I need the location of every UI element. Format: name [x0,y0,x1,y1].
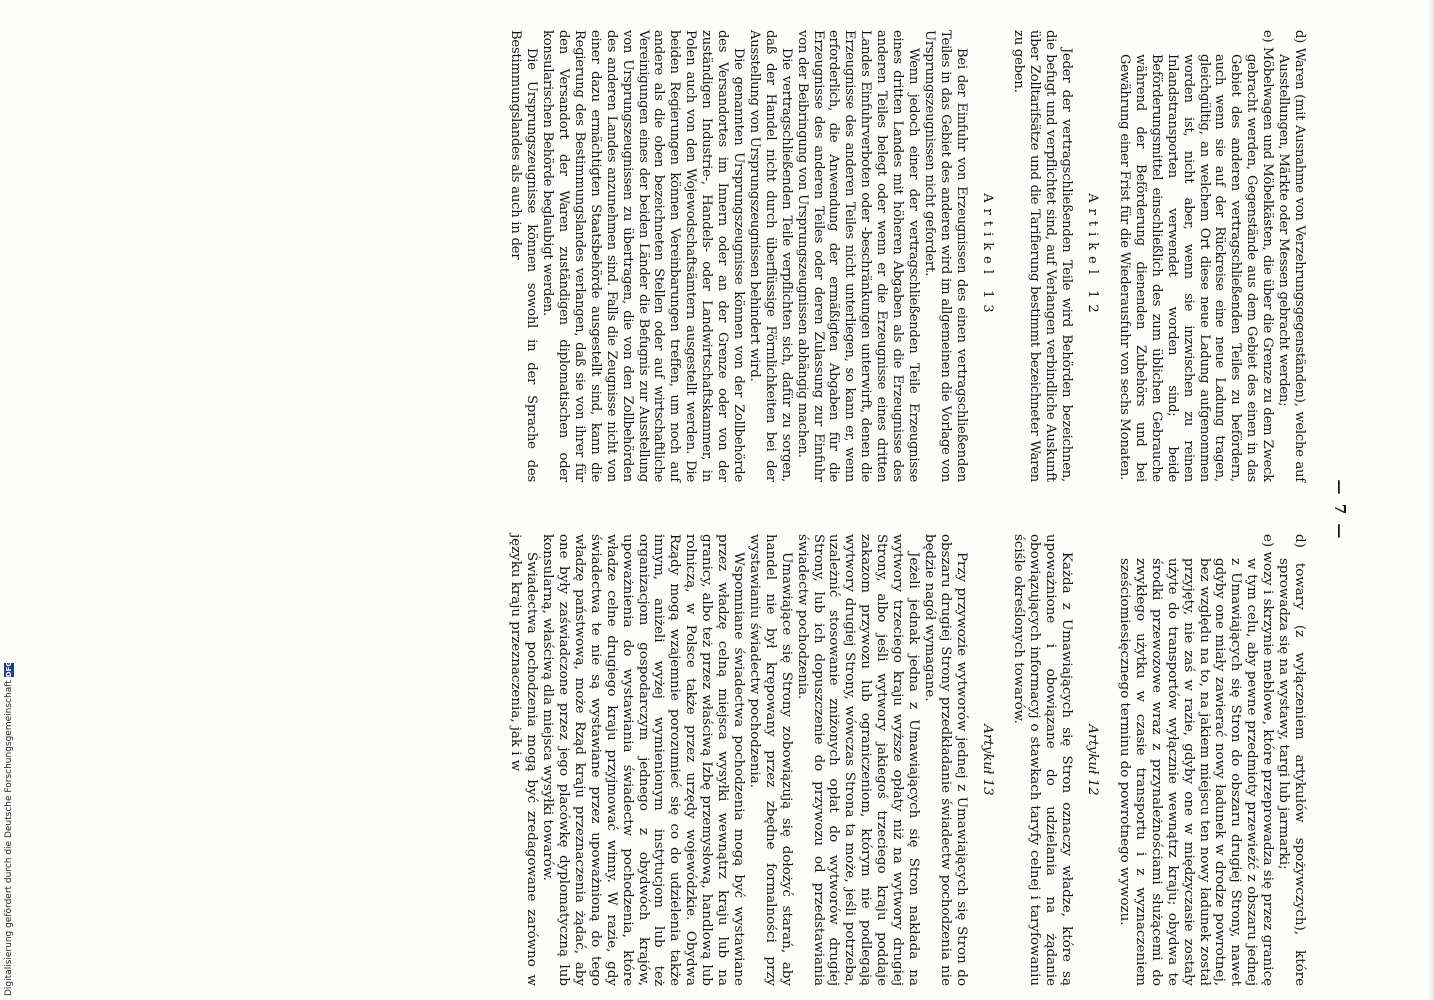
german-column [507,30,1307,482]
paragraph: Wspomniane świadectwa pochodzenia mogą być wystawiane przez władzę celną miejsca wysyłki wewnątrz kraju lub na granicy, albo też przez właściwą Izbę przemysłową, handlową lub rolniczą, w Polsce także przez urzędy wojewódzkie. Obydwa Rządy mogą wzajemnie porozumieć się co do udzielenia także innym, aniżeli wyżej wymienionym instytucjom lub też organizacjom gospodarczym jednego z obydwóch krajów, upoważnienia do wystawiania świadectw pochodzenia, które władze celne drugiego kraju przyjmować winny. W razie, gdy świadectwa te nie są wystawiane przez upoważnioną do tego władzę państwową, może Rząd kraju przeznaczenia żądać, aby one były zaświadczone przez jego placówkę dyplomatyczną lub konsularną, właściwą dla miejsca wysyłki towarów. [540,534,746,986]
paragraph: Jeder der vertragschließenden Teile wird Behörden bezeichnen, die befugt und verpflichtet sind, auf Verlangen verbindliche Auskunft über Zolltarifsätze und die Tarifierung bestimmt bezeichneter Waren zu geben. [1011,30,1075,482]
paragraph: Umawiające się Strony zobowiązują się dołożyć starań, aby handel nie był krępowany przez zbędne formalności przy wystawianiu świadectw pochodzenia. [746,534,794,986]
list-item: e) wozy i skrzynie meblowe, które przeprowadza się przez granicę w tym celu, aby pewne przedmioty przewieźć z obszaru jednej z Umawiających się Stron do obszaru drugiej Strony, nawet gdyby one miały zawierać nowy ładunek w drodze powrotnej, bez względu na to, na jakiem miejscu ten nowy ładunek został przyjęty, nie zaś w razie, gdyby one w międzyczasie zostały użyte do transportów wyłącznie wewnątrz kraju; obydwa te środki przewozowe wraz z przynależnościami służącemi do zwykłego użytku w czasie transportu i z wyznaczeniem sześciomiesięcznego terminu do powrotnego wywozu. [1117,534,1276,986]
paragraph: Die genannten Ursprungszeugnisse können von der Zollbehörde des Versandortes im Innern oder an der Grenze oder von der zuständigen Industrie-, Handels- oder Landwirtschaftskammer, in Polen auch von den Wojewodschaftsämtern ausgestellt werden. Die beiden Regierungen können Vereinbarungen treffen, um noch auf andere als die oben bezeichneten Stellen oder auf wirtschaftliche Vereinigungen eines der beiden Länder die Befugnis zur Ausstellung von Ursprungszeugnissen zu übertragen, die von den Zollbehörden des anderen Landes anzunehmen sind. Falls die Zeugnisse nicht von einer dazu ermächtigten Staatsbehörde ausgestellt sind, kann die Regierung des Bestimmungslandes verlangen, daß sie von ihrer für den Versandort der Waren zuständigen diplomatischen oder konsularischen Behörde beglaubigt werden. [540,30,746,482]
rotated-page [175,20,1365,1000]
polish-column [507,534,1307,986]
article-13-title-pl: Artykuł 13 [979,724,995,796]
paragraph: Die Ursprungszeugnisse können sowohl in der Sprache des Bestimmungslandes als auch in der [508,30,540,482]
paragraph: Przy przywozie wytworów jednej z Umawiających się Stron do obszaru drugiej Strony przedkładanie świadectw pochodzenia nie będzie nagół wymagane. [921,534,969,986]
article-13-title-de: Artikel 13 [979,193,995,319]
paragraph: Jeżeli jednak jedna z Umawiających się Stron nakłada na wytwory trzeciego kraju wyższe opłaty niż na wytwory drugiej Strony, albo jeśli wytwory jakiegoś trzeciego kraju poddaje zakazom przywozu lub ograniczeniom, którym nie podlegają wytwory drugiej Strony, wówczas Strona ta może, jeśli potrzeba, uzależnić stosowanie zniżonych opłat do wytworów drugiej Strony, lub ich dopuszczenie do przywozu od przedstawiania świadectw pochodzenia. [794,534,921,986]
digitization-credit [4,660,14,996]
page-number: — 7 — [1331,479,1349,541]
list-item: d) Waren (mit Ausnahme von Verzehrungsgegenständen), welche auf Ausstellungen, Märkte oder Messen gebracht werden; [1276,30,1307,483]
paragraph: Wenn jedoch einer der vertragschließenden Teile Erzeugnisse eines dritten Landes mit höheren Abgaben als die Erzeugnisse des anderen Teiles belegt oder wenn er die Erzeugnisse eines dritten Landes Einfuhrverboten oder -beschränkungen unterwirft, denen die Erzeugnisse des anderen Teiles nicht unterliegen, so kann er, wenn erforderlich, die Anwendung der ermäßigten Abgaben für die Erzeugnisse des anderen Teiles oder deren Zulassung zur Einfuhr von der Beibringung von Ursprungszeugnissen abhängig machen. [794,30,921,482]
list-item: e) Möbelwagen und Möbelkästen, die über die Grenze zu dem Zweck gebracht werden, Gegenstände aus dem Gebiet des einen in das Gebiet des anderen vertragschließenden Teiles zu befördern, auch wenn sie auf der Rückreise eine neue Ladung tragen, gleichgültig, an welchem Ort diese neue Ladung aufgenommen worden ist, nicht aber, wenn sie inzwischen zu reinen Inlandstransporten verwendet worden sind; beide Beförderungsmittel einschließlich des zum üblichen Gebrauche während der Beförderung dienenden Zubehörs und bei Gewährung einer Frist für die Wiederausfuhr von sechs Monaten. [1117,30,1276,482]
article-12-title-de: Artikel 12 [1085,193,1101,319]
dfg-logo-icon: DFG [5,660,13,678]
credit-text: Digitalisierung gefördert durch die Deutsche Forschungsgemeinschaft [4,680,14,996]
list-item: d) towary (z wyłączeniem artykułów spożywczych), które sprowadza się na wystawy, targi lub jarmarki; [1276,534,1307,987]
article-12-title-pl: Artykuł 12 [1085,724,1101,796]
paragraph: Die vertragschließenden Teile verpflichten sich, dafür zu sorgen, daß der Handel nicht durch überflüssige Förmlichkeiten bei der Ausstellung von Ursprungszeugnissen behindert wird. [746,30,794,482]
paragraph: Bei der Einfuhr von Erzeugnissen des einen vertragschließenden Teiles in das Gebiet des anderen wird im allgemeinen die Vorlage von Ursprungszeugnissen nicht gefordert. [921,30,969,482]
paragraph: Każda z Umawiających się Stron oznaczy władze, które są upoważnione i obowiązane do udzielania na żądanie obowiązujących informacyj o stawkach taryfy celnej i taryfowaniu ściśle określonych towarów. [1011,534,1075,986]
scan-edge [1428,0,1434,1000]
paragraph: Świadectwa pochodzenia mogą być zredagowane zarówno w języku kraju przeznaczenia, jak i w [508,534,540,986]
